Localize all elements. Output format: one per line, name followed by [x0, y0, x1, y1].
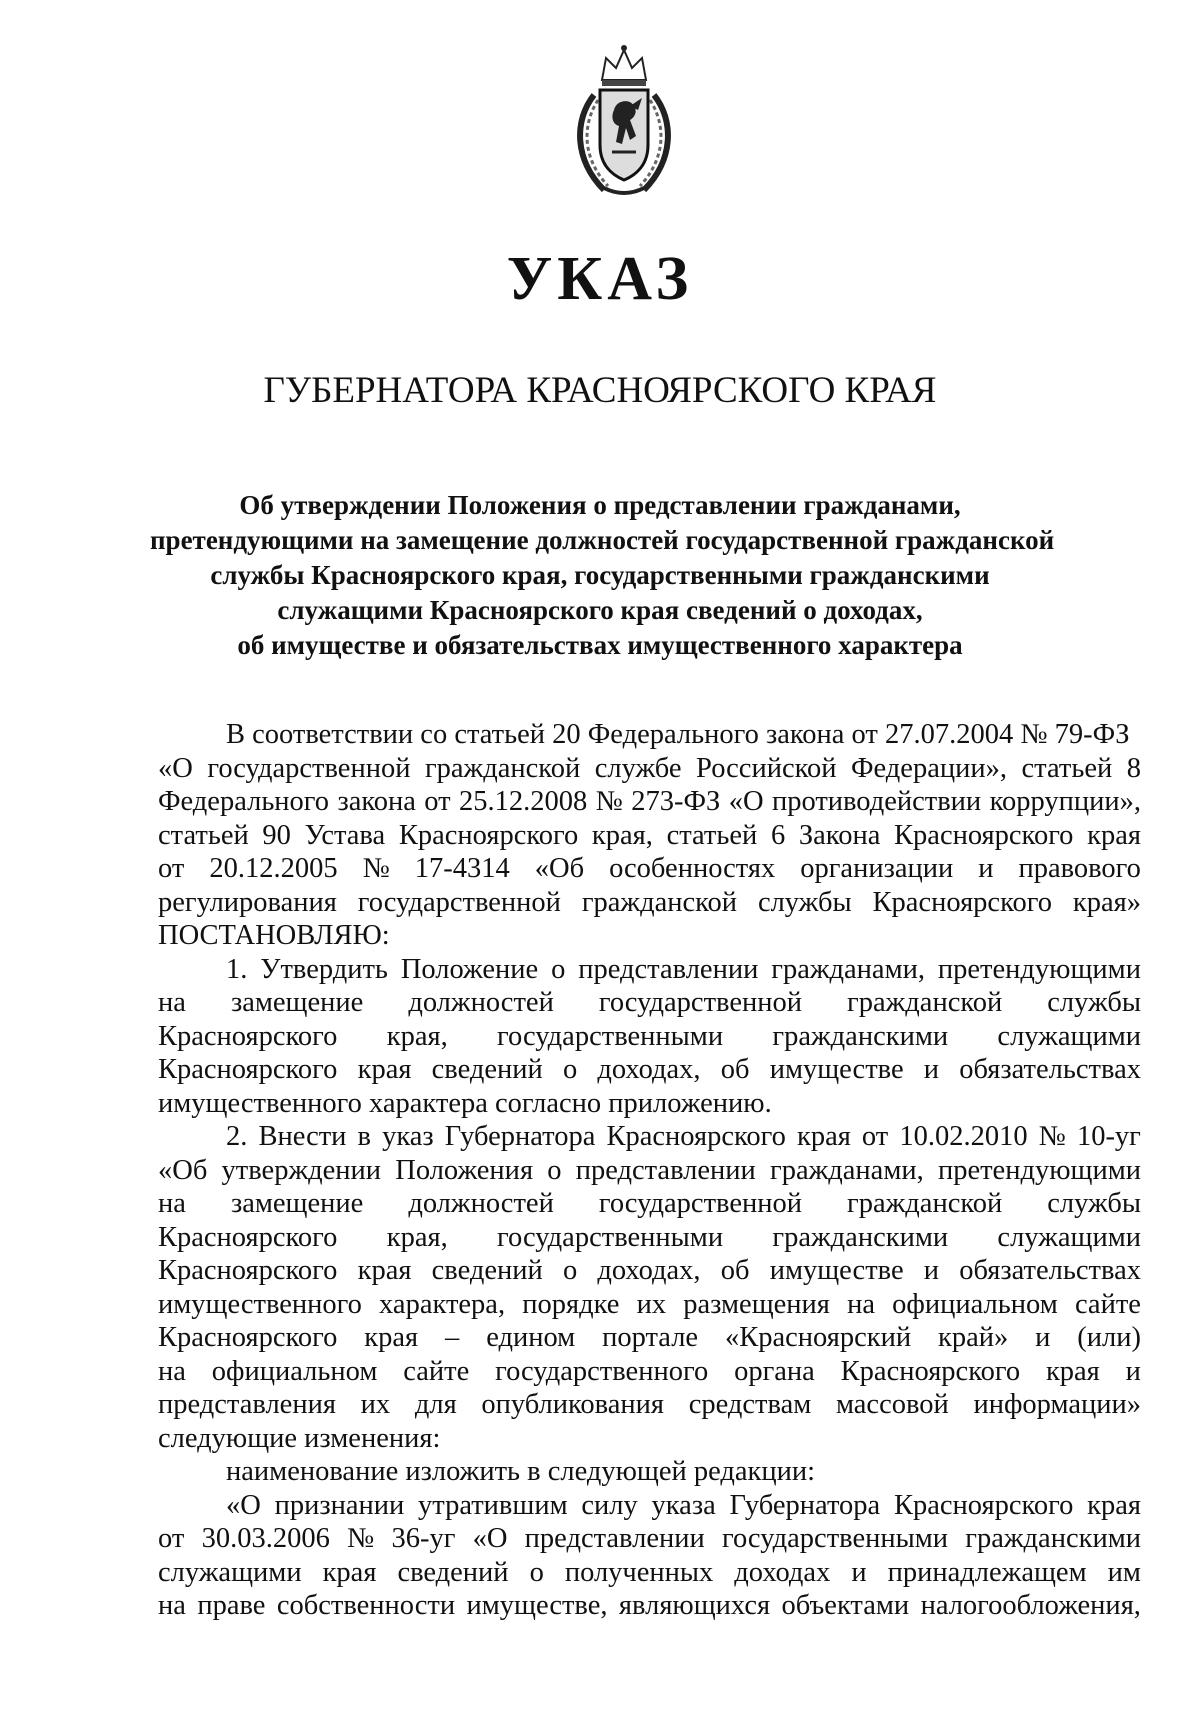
word: гражданской [581, 886, 738, 918]
word: «Об [534, 853, 585, 884]
word: сведений [431, 1054, 543, 1085]
word: Красноярского [158, 1054, 338, 1085]
word: принадлежащем [887, 1556, 1087, 1588]
word: имущественного [158, 1288, 362, 1320]
word: закона [337, 786, 416, 817]
naming-line: наименование изложить в следующей редакции: [226, 1456, 816, 1487]
word: края [357, 1054, 412, 1085]
quote-line [158, 1522, 1141, 1556]
word: органа [734, 1355, 815, 1387]
word: указ [382, 1121, 434, 1152]
word: полученных [564, 1556, 714, 1588]
item2-line: следующие изменения: [158, 1422, 441, 1454]
word: противодействии [771, 786, 982, 817]
word: Красноярского [893, 1489, 1074, 1521]
word: Российской [696, 752, 837, 784]
word: в [357, 1121, 371, 1152]
item2-line [158, 1288, 1141, 1322]
item2-line [158, 1154, 1141, 1188]
word: официальном [892, 1288, 1058, 1320]
heading-line: Об утверждении Положения о представлении гражданами, [239, 490, 961, 520]
word: гражданскими [772, 1221, 949, 1253]
word: государственной [598, 1188, 802, 1219]
word: на [158, 1355, 186, 1387]
word: статьей [158, 819, 249, 851]
word: статьей [666, 819, 758, 851]
word: о [551, 953, 566, 985]
word: организации [800, 853, 954, 884]
word: Красноярского [158, 1221, 338, 1253]
preamble-line [158, 886, 1141, 920]
word: служащими [997, 1020, 1141, 1052]
word: 273-ФЗ [631, 786, 721, 817]
word: государственной [357, 886, 561, 918]
word: Внести [258, 1121, 347, 1152]
word: край» [937, 1322, 1009, 1353]
word: гражданской [424, 752, 581, 784]
word: Красноярского [894, 819, 1074, 851]
word: и [923, 1054, 940, 1085]
word: Красноярского [840, 1355, 1021, 1387]
heading-line: службы Красноярского края, государственными гражданскими [210, 560, 990, 590]
word: Федерального [158, 786, 330, 817]
heading-line: об имуществе и обязательствах имущественного характера [237, 630, 963, 660]
word: 8 [1126, 752, 1141, 784]
quote-line [158, 1556, 1141, 1590]
word: едином [486, 1322, 576, 1353]
word: 36-уг [391, 1523, 456, 1554]
word: о [562, 1255, 578, 1286]
word: № [595, 786, 623, 817]
word: порядке [522, 1288, 620, 1320]
word: об [720, 1054, 750, 1085]
word: о [562, 1054, 578, 1085]
item1-line [158, 1053, 1141, 1087]
word: и [851, 1556, 867, 1588]
word: 2. [226, 1121, 248, 1152]
word: официальном [211, 1355, 378, 1387]
word: Красноярского [158, 1255, 338, 1286]
word: утратившим [418, 1489, 568, 1521]
word: Красноярского [158, 1322, 338, 1353]
word: Красноярского [158, 1020, 338, 1052]
word: от [861, 1121, 889, 1152]
preamble-line [158, 785, 1141, 819]
word: от [158, 853, 185, 884]
word: 10.02.2010 [899, 1121, 1028, 1152]
word: гражданами, [771, 953, 925, 985]
word: государственной [598, 987, 802, 1018]
word: на [158, 987, 186, 1018]
word: службы [1047, 987, 1141, 1018]
word: края [364, 1322, 419, 1353]
word: 17-4314 [414, 853, 510, 884]
word: представлении [578, 953, 759, 985]
item2-line [158, 1388, 1141, 1422]
word: от [158, 1523, 185, 1554]
word: гражданами, [770, 1154, 924, 1186]
word: 1. [226, 953, 248, 985]
word: Губернатора [729, 1489, 881, 1521]
word: замещение [230, 987, 364, 1018]
preamble-line [158, 752, 1141, 786]
word: службы [1047, 1188, 1141, 1219]
item1-line [158, 953, 1141, 987]
word: края [1087, 1489, 1141, 1521]
word: 90 [262, 819, 291, 851]
word: объектами [781, 1590, 910, 1621]
word: представлении [524, 1523, 705, 1554]
item1-line [158, 986, 1141, 1020]
word: сведений [431, 1255, 543, 1286]
preamble-line: ПОСТАНОВЛЯЮ: [158, 920, 390, 951]
word: коррупции», [989, 786, 1141, 817]
word: информации» [973, 1389, 1141, 1420]
word: указа [651, 1489, 716, 1521]
word: имуществе [769, 1255, 904, 1286]
word: доходах [734, 1556, 831, 1588]
word: от [424, 786, 451, 817]
word: регулирования [158, 886, 337, 918]
word: характера, [379, 1288, 506, 1320]
word: гражданскими [965, 1523, 1141, 1554]
word: имуществе, [466, 1590, 608, 1621]
word: 6 [770, 819, 786, 851]
word: опубликования [481, 1389, 665, 1420]
word: доходах, [597, 1255, 701, 1286]
quote-line [158, 1489, 1141, 1523]
word: № [362, 853, 390, 884]
word: края [322, 1556, 377, 1588]
word: правового [1018, 853, 1141, 884]
word: Красноярского [872, 886, 1052, 918]
word: и [1125, 1355, 1141, 1387]
word: их [360, 1389, 391, 1420]
word: службе [594, 752, 682, 784]
word: «О [728, 786, 764, 817]
item2-line [158, 1120, 1141, 1154]
word: края» [1072, 886, 1141, 918]
word: Устава [304, 819, 386, 851]
word: праве [197, 1590, 266, 1621]
word: Положение [400, 953, 539, 985]
word: на [158, 1188, 186, 1219]
word: об [720, 1255, 750, 1286]
word: края [357, 1255, 412, 1286]
word: статьей [1021, 752, 1113, 784]
document-title: УКАЗ [506, 245, 694, 313]
word: имуществе [769, 1054, 904, 1085]
item2-line [158, 1355, 1141, 1389]
word: обязательствах [959, 1054, 1141, 1085]
word: представления [158, 1389, 336, 1420]
heading-line: претендующими на замещение должностей государственной гражданской [150, 525, 1055, 555]
word: портале [602, 1322, 699, 1353]
item2-line [158, 1254, 1141, 1288]
word: Закона [798, 819, 881, 851]
word: 20.12.2005 [209, 853, 338, 884]
word: должностей [408, 987, 554, 1018]
word: края, [386, 1221, 448, 1253]
word: замещение [230, 1188, 364, 1219]
word: края [796, 1121, 851, 1152]
word: края [1087, 819, 1141, 851]
word: им [1107, 1556, 1141, 1588]
word: государственными [497, 1020, 724, 1052]
word: должностей [408, 1188, 554, 1219]
word: признании [274, 1489, 405, 1521]
preamble-line [158, 852, 1141, 886]
word: особенностях [609, 853, 776, 884]
word: и [1035, 1322, 1051, 1353]
word: № [347, 1523, 375, 1554]
item2-line [158, 1321, 1141, 1355]
word: 25.12.2008 [459, 786, 588, 817]
word: Федерации», [851, 752, 1007, 784]
preamble-line: В соответствии со статьей 20 Федерального закона от 27.07.2004 № 79-ФЗ [226, 719, 1130, 750]
word: Красноярского [398, 819, 579, 851]
word: на [847, 1288, 875, 1320]
word: обязательствах [959, 1255, 1141, 1286]
word: и [923, 1255, 940, 1286]
word: сайте [1074, 1288, 1141, 1320]
word: сайте [403, 1355, 470, 1387]
word: для [414, 1389, 457, 1420]
item1-line: имущественного характера согласно приложению. [158, 1087, 772, 1119]
word: служащими [158, 1556, 302, 1588]
word: доходах, [597, 1054, 701, 1085]
word: «Об [158, 1154, 208, 1186]
word: гражданской [847, 1188, 1003, 1219]
quote-line [158, 1589, 1141, 1623]
word: гражданской [847, 987, 1003, 1018]
word: их [636, 1288, 667, 1320]
word: массовой [835, 1389, 949, 1420]
word: государственными [721, 1523, 949, 1554]
word: № [1038, 1121, 1066, 1152]
word: являющихся [618, 1590, 771, 1621]
word: размещения [683, 1288, 830, 1320]
word: «О [158, 752, 193, 784]
coat-of-arms-emblem [564, 40, 684, 200]
document-subtitle: ГУБЕРНАТОРА КРАСНОЯРСКОГО КРАЯ [263, 370, 937, 411]
word: 10-уг [1076, 1121, 1141, 1152]
word: Положения [395, 1154, 534, 1186]
word: представлении [575, 1154, 756, 1186]
word: службы [757, 886, 852, 918]
word: Утвердить [260, 953, 388, 985]
word: «О [472, 1523, 508, 1554]
word: собственности [276, 1590, 456, 1621]
word: государственными [497, 1221, 724, 1253]
preamble-line [158, 819, 1141, 853]
word: края, [591, 819, 653, 851]
item1-line [158, 1020, 1141, 1054]
word: – [445, 1322, 460, 1353]
heading-line: служащими Красноярского края сведений о доходах, [277, 595, 923, 625]
word: государственной [207, 752, 411, 784]
word: края [1045, 1355, 1100, 1387]
word: утверждении [221, 1154, 382, 1186]
word: претендующими [937, 1154, 1141, 1186]
word: края, [386, 1020, 448, 1052]
word: служащими [997, 1221, 1141, 1253]
decree-body [158, 718, 1141, 1623]
word: на [158, 1590, 186, 1621]
word: налогообложения, [920, 1590, 1141, 1621]
word: гражданскими [772, 1020, 949, 1052]
word: Красноярского [606, 1121, 786, 1152]
word: претендующими [937, 953, 1141, 985]
word: 30.03.2006 [201, 1523, 330, 1554]
word: силу [581, 1489, 638, 1521]
word: государственного [495, 1355, 709, 1387]
item2-line [158, 1187, 1141, 1221]
decree-heading [150, 488, 1055, 663]
word: средствам [688, 1389, 812, 1420]
word: Губернатора [444, 1121, 596, 1152]
word: (или) [1077, 1322, 1141, 1353]
word: о [547, 1154, 562, 1186]
word: «Красноярский [724, 1322, 912, 1353]
item2-line [158, 1221, 1141, 1255]
word: сведений [397, 1556, 509, 1588]
word: и [978, 853, 994, 884]
word: о [529, 1556, 544, 1588]
word: «О [226, 1489, 261, 1521]
